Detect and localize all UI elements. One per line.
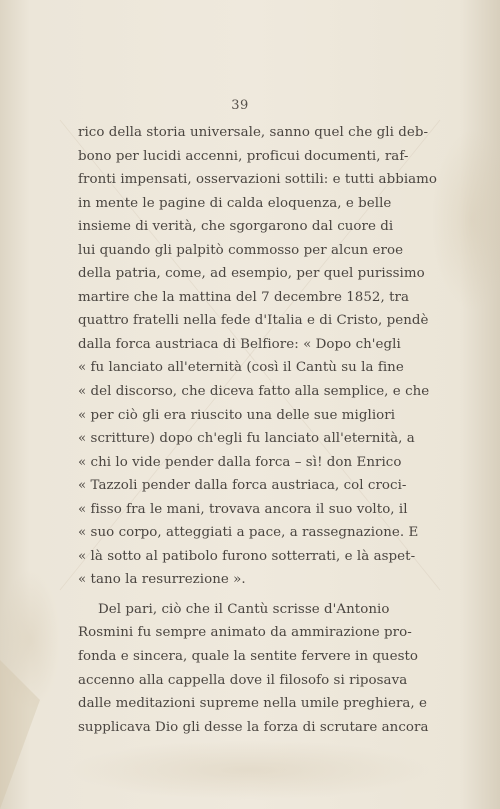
text-line: « fisso fra le mani, trovava ancora il suo volto, il (78, 501, 408, 517)
text-line: supplicava Dio gli desse la forza di scrutare ancora (78, 719, 429, 735)
text-line: Del pari, ciò che il Cantù scrisse d'Antonio (98, 601, 390, 617)
text-line: accenno alla cappella dove il filosofo si riposava (78, 672, 408, 688)
text-line: rico della storia universale, sanno quel che gli deb- (78, 125, 429, 140)
text-line: in mente le pagine di calda eloquenza, e belle (78, 195, 392, 211)
text-line: dalle meditazioni supreme nella umile preghiera, e (78, 696, 428, 712)
text-line: insieme di verità, che sgorgarono dal cuore di (78, 219, 394, 235)
text-line: « fu lanciato all'eternità (così il Cantù su la fine (78, 360, 404, 376)
text-line: « chi lo vide pender dalla forca – sì! don Enrico (78, 454, 402, 470)
text-line: quattro fratelli nella fede d'Italia e di Cristo, pendè (78, 313, 429, 329)
text-line: « tano la resurrezione ». (78, 572, 246, 588)
text-line: bono per lucidi accenni, proficui documenti, raf- (78, 148, 409, 164)
text-line: « là sotto al patibolo furono sotterrati, e là aspet- (78, 548, 416, 564)
text-line: « per ciò gli era riuscito una delle sue migliori (78, 407, 396, 423)
page-number: 39 (231, 98, 249, 113)
text-line: « suo corpo, atteggiati a pace, a rassegnazione. E (78, 525, 419, 541)
text-line: « Tazzoli pender dalla forca austriaca, col croci- (78, 478, 407, 494)
text-line: fonda e sincera, quale la sentite fervere in questo (78, 649, 419, 665)
body-text (78, 121, 438, 739)
text-line: della patria, come, ad esempio, per quel purissimo (78, 266, 425, 282)
text-line: fronti impensati, osservazioni sottili: e tutti abbiamo (78, 172, 438, 188)
text-line: lui quando gli palpitò commosso per alcun eroe (78, 242, 404, 258)
text-line: Rosmini fu sempre animato da ammirazione pro- (78, 625, 412, 641)
text-line: « scritture) dopo ch'egli fu lanciato all'eternità, a (78, 431, 415, 447)
text-line: « del discorso, che diceva fatto alla semplice, e che (78, 384, 430, 400)
text-line: martire che la mattina del 7 decembre 1852, tra (78, 289, 410, 305)
text-line: dalla forca austriaca di Belfiore: « Dopo ch'egli (78, 336, 401, 352)
